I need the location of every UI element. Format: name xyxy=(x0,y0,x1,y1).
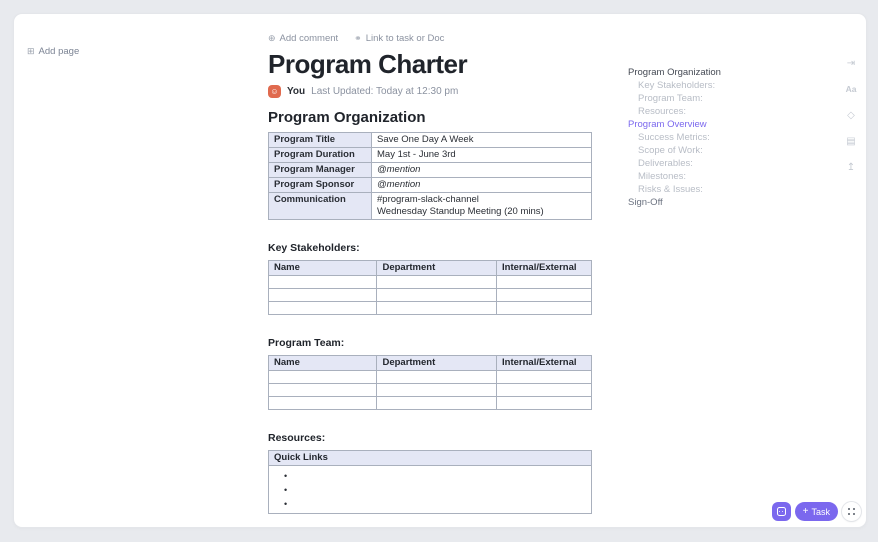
empty-cell[interactable] xyxy=(269,384,377,397)
toc-item-success-metrics[interactable]: Success Metrics: xyxy=(638,132,710,143)
resources-table xyxy=(268,450,592,514)
toc-item-risks-issues[interactable]: Risks & Issues: xyxy=(638,184,703,195)
author-name: You xyxy=(287,86,306,97)
empty-cell[interactable] xyxy=(497,371,592,384)
table-header-row xyxy=(269,451,592,466)
empty-cell[interactable] xyxy=(269,397,377,410)
bullet-item[interactable] xyxy=(274,497,586,511)
link-icon: ⚭ xyxy=(354,32,362,43)
program-organization-table xyxy=(268,132,592,220)
table-row xyxy=(269,193,592,220)
empty-cell[interactable] xyxy=(269,302,377,315)
add-comment-button[interactable] xyxy=(268,33,338,44)
link-to-task-label: Link to task or Doc xyxy=(365,32,445,44)
doc-toolbar xyxy=(268,32,592,44)
communication-line-1: #program-slack-channel xyxy=(377,194,479,205)
byline xyxy=(268,85,592,98)
table-row xyxy=(269,133,592,148)
org-row-value[interactable]: Save One Day A Week xyxy=(372,133,592,148)
toc-item-scope-of-work[interactable]: Scope of Work: xyxy=(638,145,703,156)
sparkle-icon[interactable]: ◇ xyxy=(847,110,855,121)
table-row xyxy=(269,148,592,163)
table-header-row xyxy=(269,356,592,371)
table-row xyxy=(269,163,592,178)
bullet-item[interactable] xyxy=(274,483,586,497)
bullet-item[interactable] xyxy=(274,469,586,483)
link-to-task-button[interactable] xyxy=(354,33,444,44)
org-row-value[interactable] xyxy=(372,193,592,220)
table-row xyxy=(269,466,592,514)
empty-cell[interactable] xyxy=(377,276,497,289)
toc-item-program-organization[interactable]: Program Organization xyxy=(628,67,721,78)
column-header[interactable]: Name xyxy=(269,356,377,371)
plus-icon: + xyxy=(802,505,809,517)
empty-cell[interactable] xyxy=(377,289,497,302)
add-page-button[interactable] xyxy=(27,46,79,57)
page-details-icon[interactable]: ▤ xyxy=(846,136,856,147)
add-comment-icon: ⊕ xyxy=(268,32,276,43)
section-heading-program-team[interactable]: Program Team: xyxy=(268,337,345,349)
empty-cell[interactable] xyxy=(269,289,377,302)
table-row xyxy=(269,371,592,384)
table-row xyxy=(269,276,592,289)
expand-icon[interactable]: ⇥ xyxy=(846,58,856,69)
org-row-label[interactable]: Program Duration xyxy=(269,148,372,163)
quick-actions-button[interactable] xyxy=(842,502,861,521)
page-title[interactable]: Program Charter xyxy=(268,49,468,79)
toc-item-resources[interactable]: Resources: xyxy=(638,106,687,117)
empty-cell[interactable] xyxy=(377,302,497,315)
section-heading-program-organization[interactable]: Program Organization xyxy=(268,109,426,126)
ai-assistant-button[interactable] xyxy=(772,502,791,521)
toc-item-milestones[interactable]: Milestones: xyxy=(638,171,687,182)
toc-item-key-stakeholders[interactable]: Key Stakeholders: xyxy=(638,80,716,91)
toc-item-deliverables[interactable]: Deliverables: xyxy=(638,158,693,169)
typography-icon[interactable]: Aa xyxy=(845,84,857,94)
column-header-quick-links[interactable]: Quick Links xyxy=(269,451,592,466)
empty-cell[interactable] xyxy=(269,276,377,289)
table-row xyxy=(269,397,592,410)
table-of-contents xyxy=(628,66,778,209)
empty-cell[interactable] xyxy=(377,397,497,410)
toc-item-program-overview[interactable]: Program Overview xyxy=(628,119,707,130)
column-header[interactable]: Department xyxy=(377,261,497,276)
table-row xyxy=(269,289,592,302)
column-header[interactable]: Internal/External xyxy=(497,356,592,371)
export-icon[interactable]: ↥ xyxy=(846,162,856,173)
table-row xyxy=(269,178,592,193)
column-header[interactable]: Internal/External xyxy=(497,261,592,276)
ai-robot-icon xyxy=(777,507,786,516)
org-row-value[interactable]: May 1st - June 3rd xyxy=(372,148,592,163)
toc-item-program-team[interactable]: Program Team: xyxy=(638,93,703,104)
empty-cell[interactable] xyxy=(377,384,497,397)
author-avatar[interactable]: ☺ xyxy=(268,85,281,98)
org-row-label[interactable]: Program Sponsor xyxy=(269,178,372,193)
last-updated-text: Last Updated: Today at 12:30 pm xyxy=(311,86,459,97)
section-heading-resources[interactable]: Resources: xyxy=(268,432,326,444)
org-row-label[interactable]: Communication xyxy=(269,193,372,220)
add-comment-label: Add comment xyxy=(279,32,339,44)
empty-cell[interactable] xyxy=(377,371,497,384)
org-row-label[interactable]: Program Title xyxy=(269,133,372,148)
empty-cell[interactable] xyxy=(497,302,592,315)
org-row-value-mention[interactable]: @mention xyxy=(372,163,592,178)
empty-cell[interactable] xyxy=(497,276,592,289)
footer-buttons xyxy=(772,502,861,521)
program-team-table xyxy=(268,355,592,410)
table-row xyxy=(269,302,592,315)
table-header-row xyxy=(269,261,592,276)
empty-cell[interactable] xyxy=(497,397,592,410)
column-header[interactable]: Name xyxy=(269,261,377,276)
empty-cell[interactable] xyxy=(497,384,592,397)
grid-dots-icon xyxy=(848,508,855,515)
table-row xyxy=(269,384,592,397)
empty-cell[interactable] xyxy=(269,371,377,384)
right-icon-rail xyxy=(843,58,859,173)
key-stakeholders-table xyxy=(268,260,592,315)
empty-cell[interactable] xyxy=(497,289,592,302)
add-page-label: Add page xyxy=(38,46,80,57)
org-row-label[interactable]: Program Manager xyxy=(269,163,372,178)
column-header[interactable]: Department xyxy=(377,356,497,371)
document-body xyxy=(268,32,592,514)
add-task-button[interactable] xyxy=(795,502,838,521)
add-task-label: Task xyxy=(811,506,830,517)
quick-links-cell[interactable] xyxy=(269,466,592,514)
org-row-value-mention[interactable]: @mention xyxy=(372,178,592,193)
add-page-icon: ⊞ xyxy=(27,46,35,56)
toc-item-sign-off[interactable]: Sign-Off xyxy=(628,197,663,208)
communication-line-2: Wednesday Standup Meeting (20 mins) xyxy=(377,206,544,217)
section-heading-key-stakeholders[interactable]: Key Stakeholders: xyxy=(268,242,360,254)
document-card xyxy=(14,14,866,527)
